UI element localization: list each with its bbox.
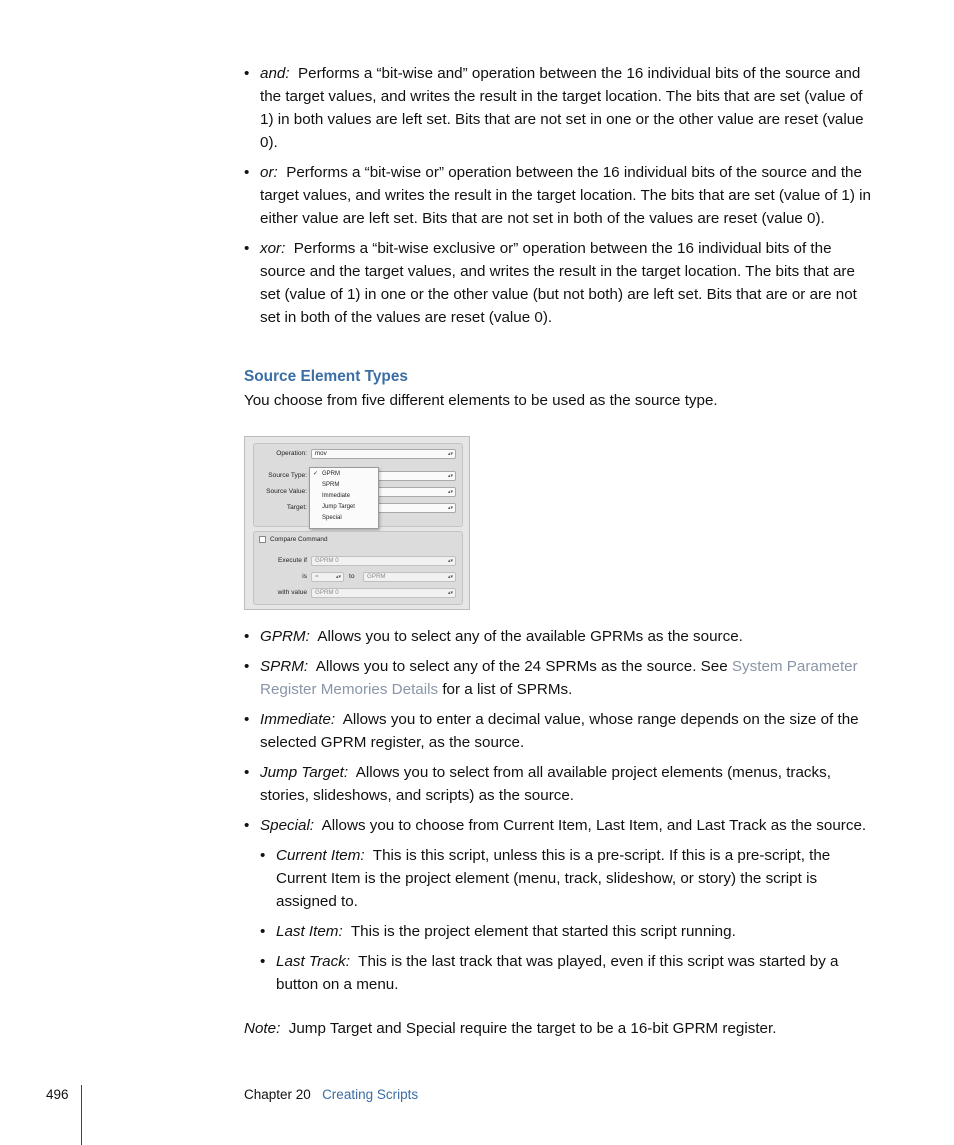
popup-arrows-icon: ▴▾	[335, 574, 341, 580]
operation-label: Operation:	[276, 450, 307, 457]
bullet-or: • or: Performs a “bit-wise or” operation between the 16 individual bits of the source and the target values, and writes the result in the target location. The bits that are set (value of 1) in either value are left set. Bits that are not set in both of the values are reset (value 0).	[244, 164, 871, 227]
compare-checkbox[interactable]	[259, 536, 266, 543]
menu-item-gprm[interactable]: ✓ GPRM	[310, 469, 378, 480]
footer-chapter: Chapter 20 Creating Scripts	[244, 1087, 419, 1102]
bullet-special: • Special: Allows you to choose from Current Item, Last Item, and Last Track as the source.	[244, 817, 867, 834]
term-and: and:	[260, 65, 290, 82]
execute-if-select[interactable]: GPRM 0 ▴▾	[311, 556, 456, 566]
menu-item-special[interactable]: Special	[322, 515, 342, 521]
popup-arrows-icon: ▴▾	[447, 451, 453, 457]
with-value-select[interactable]: GPRM 0 ▴▾	[311, 588, 456, 598]
page-number: 496	[46, 1087, 69, 1102]
popup-arrows-icon: ▴▾	[447, 558, 453, 564]
checkmark-icon: ✓	[313, 471, 319, 477]
popup-arrows-icon: ▴▾	[447, 489, 453, 495]
term-or: or:	[260, 164, 278, 181]
bullet-jump-target: • Jump Target: Allows you to select from all available project elements (menus, tracks, stories, slideshows, and scripts) as the source.	[244, 764, 831, 804]
bullet-sprm: • SPRM: Allows you to select any of the 24 SPRMs as the source. See System Parameter Register Memories Details for a list of SPRMs.	[244, 658, 858, 698]
bullet-and: • and: Performs a “bit-wise and” operation between the 16 individual bits of the source and the target values, and writes the result in the target location. The bits that are set (value of 1) in both values are left set. Bits that are not set in one or the other value are reset (value 0).	[244, 65, 864, 151]
section-heading: Source Element Types	[244, 368, 408, 385]
execute-if-label: Execute if	[278, 557, 307, 564]
target-label: Target:	[286, 504, 307, 511]
text-xor: Performs a “bit-wise exclusive or” operation between the 16 individual bits of the source and the target values, and writes the result in the target location. The bits that are set (value of 1) in one or the other value (but not both) are left set. Bits that are or are not set in both of the values are reset (value 0).	[260, 240, 857, 326]
sub-bullet-last-item: • Last Item: This is the project element that started this script running.	[260, 923, 736, 940]
source-value-label: Source Value:	[266, 488, 307, 495]
bullet-immediate: • Immediate: Allows you to enter a decimal value, whose range depends on the size of the selected GPRM register, as the source.	[244, 711, 859, 751]
compare-label: Compare Command	[270, 536, 328, 543]
sprm-details-link[interactable]: System Parameter Register Memories Details	[260, 658, 858, 698]
source-type-menu	[309, 467, 379, 529]
menu-item-sprm[interactable]: SPRM	[322, 482, 340, 488]
note	[244, 1017, 876, 1040]
footer-divider	[81, 1085, 82, 1145]
section-intro: You choose from five different elements to be used as the source type.	[244, 392, 718, 409]
popup-arrows-icon: ▴▾	[447, 505, 453, 511]
to-select[interactable]: GPRM ▴▾	[363, 572, 456, 582]
text-or: Performs a “bit-wise or” operation between the 16 individual bits of the source and the target values, and writes the result in the target location. The bits that are set (value of 1) in either value are left set. Bits that are not set in both of the values are reset (value 0).	[260, 164, 871, 227]
menu-item-immediate[interactable]: Immediate	[322, 493, 351, 499]
text-and: Performs a “bit-wise and” operation between the 16 individual bits of the source and the target values, and writes the result in the target location. The bits that are set (value of 1) in both values are left set. Bits that are not set in one or the other value are reset (value 0).	[260, 65, 864, 151]
is-select[interactable]: = ▴▾	[311, 572, 344, 582]
popup-arrows-icon: ▴▾	[447, 473, 453, 479]
source-type-label: Source Type:	[268, 472, 307, 479]
note-text: Jump Target and Special require the target to be a 16-bit GPRM register.	[288, 1020, 777, 1037]
term-xor: xor:	[260, 240, 286, 257]
special-sub-bullets	[244, 844, 876, 996]
sub-bullet-last-track: • Last Track: This is the last track that was played, even if this script was started by a button on a menu.	[260, 953, 839, 993]
chapter-title-link[interactable]: Creating Scripts	[322, 1087, 419, 1102]
operation-bullets	[244, 62, 876, 329]
popup-arrows-icon: ▴▾	[447, 590, 453, 596]
is-label: is	[302, 573, 307, 580]
to-label: to	[349, 573, 355, 580]
bullet-xor: • xor: Performs a “bit-wise exclusive or” operation between the 16 individual bits of the source and the target values, and writes the result in the target location. The bits that are set (value of 1) in one or the other value (but not both) are left set. Bits that are or are not set in both of the values are reset (value 0).	[244, 240, 857, 326]
source-type-screenshot	[244, 436, 470, 610]
menu-item-jump-target[interactable]: Jump Target	[322, 504, 355, 510]
operation-select[interactable]: mov ▴▾	[311, 449, 456, 459]
note-label: Note:	[244, 1020, 281, 1037]
bullet-gprm: • GPRM: Allows you to select any of the available GPRMs as the source.	[244, 628, 743, 645]
source-type-bullets	[244, 625, 876, 996]
with-value-label: with value	[277, 589, 307, 596]
popup-arrows-icon: ▴▾	[447, 574, 453, 580]
sub-bullet-current-item: • Current Item: This is this script, unless this is a pre-script. If this is a pre-script, the Current Item is the project element (menu, track, slideshow, or story) the script is assigned to.	[260, 847, 831, 910]
